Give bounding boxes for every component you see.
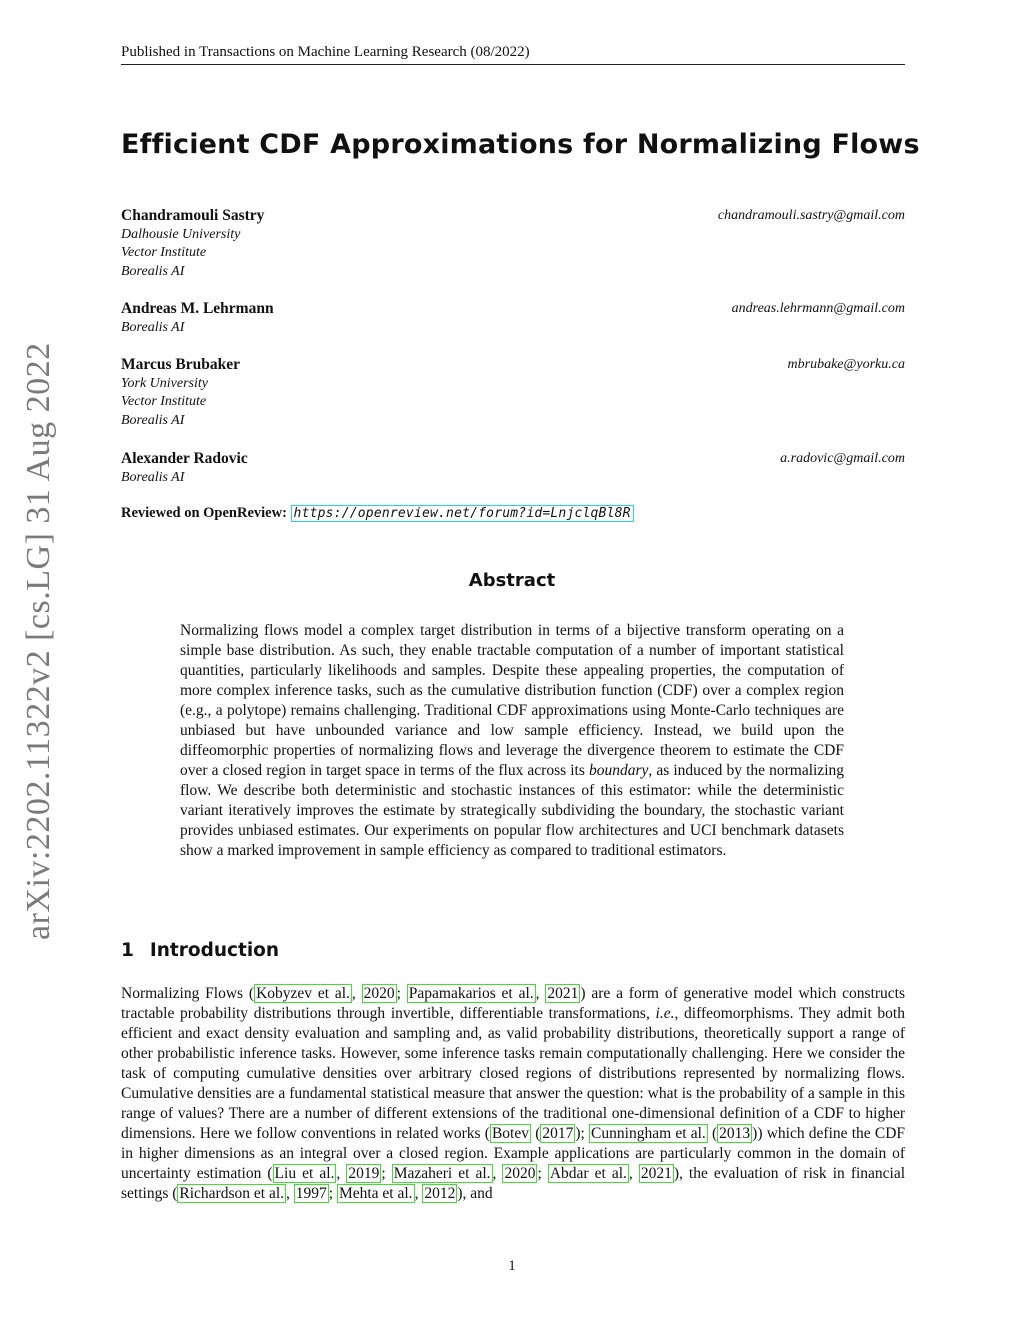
arxiv-stamp[interactable]: arXiv:2202.11322v2 [cs.LG] 31 Aug 2022 — [20, 342, 57, 940]
author-affiliation: Borealis AI — [121, 319, 185, 335]
citation-link[interactable]: Cunningham et al. — [591, 1125, 706, 1142]
author-affiliation: Borealis AI — [121, 263, 185, 279]
author-name: Marcus Brubaker — [121, 356, 240, 373]
text-run: )) which define the CDF in higher dimensions as an integral over a closed region. Example applications are particularly common in the domain of uncertainty estimation ( — [121, 1125, 906, 1182]
header-rule — [121, 64, 905, 65]
text-run: ; — [328, 1185, 337, 1202]
citation-link[interactable]: Kobyzev et al. — [256, 985, 350, 1002]
introduction-paragraph — [121, 984, 905, 1204]
citation-link[interactable]: Abdar et al. — [549, 1165, 627, 1182]
abstract-text-part: , as induced by the normalizing flow. We describe both deterministic and stochastic instances of this estimator: while the deterministic variant iteratively improves the estimate by strategically subdividing the boundary, the stochastic variant provides unbiased estimates. Our experiments on popular flow architectures and UCI benchmark datasets show a marked improvement in sample efficiency as compared to traditional estimators. — [180, 762, 844, 859]
citation-link[interactable]: 2017 — [542, 1125, 574, 1142]
author-affiliation: Vector Institute — [121, 245, 207, 260]
abstract-heading: Abstract — [468, 570, 556, 591]
author-email[interactable]: chandramouli.sastry@gmail.com — [717, 208, 905, 223]
author-affiliation: Borealis AI — [121, 412, 185, 428]
text-run: ; — [381, 1165, 392, 1182]
citation-link[interactable]: 2020 — [504, 1165, 536, 1182]
author-email[interactable]: andreas.lehrmann@gmail.com — [731, 301, 905, 316]
text-run: Normalizing Flows ( — [121, 985, 255, 1002]
author-affiliation: Dalhousie University — [121, 226, 241, 242]
citation-link[interactable]: Mehta et al. — [338, 1185, 413, 1202]
abstract-emphasis: boundary — [588, 762, 649, 779]
citation-link[interactable]: 2019 — [348, 1165, 380, 1182]
citation-link[interactable]: 2021 — [547, 985, 579, 1002]
citation-link[interactable]: 1997 — [295, 1185, 327, 1202]
text-run: , diffeomorphisms. They admit both efficient and exact density evaluation and sampling and, as valid probability distributions, theoretically support a range of other probabilistic inference tasks. However, some inference tasks remain computationally challenging. Here we consider the task of computing cumulative densities over arbitrary closed regions of distributions represented by normalizing flows. Cumulative densities are a fundamental statistical measure that answer the question: what is the probability of a sample in this range of values? There are a number of different extensions of the traditional one-dimensional definition of a CDF to higher dimensions. Here we follow conventions in related works ( — [121, 1005, 905, 1142]
citation-link[interactable]: 2021 — [640, 1165, 672, 1182]
citation-link[interactable]: Mazaheri et al. — [393, 1165, 491, 1182]
author-block-1 — [121, 207, 905, 281]
author-block-4 — [121, 450, 905, 487]
citation-link[interactable]: Papamakarios et al. — [408, 985, 534, 1002]
text-run: ; — [537, 1165, 548, 1182]
running-header: Published in Transactions on Machine Learning Research (08/2022) — [121, 44, 530, 60]
abstract-text-part: Normalizing flows model a complex target distribution in terms of a bijective transform operating on a simple base distribution. As such, they enable tractable computation of a number of important statistical quantities, particularly likelihoods and samples. Despite these appealing properties, the computation of more complex inference tasks, such as the cumulative distribution function (CDF) over a complex region (e.g., a polytope) remains challenging. Traditional CDF approximations using Monte-Carlo techniques are unbiased but have unbounded variance and low sample efficiency. Instead, we build upon the diffeomorphic properties of normalizing flows and leverage the divergence theorem to estimate the CDF over a closed region in target space in terms of the flux across its — [180, 622, 844, 779]
text-run: ); — [575, 1125, 590, 1142]
section-heading-introduction — [121, 940, 279, 961]
citation-link[interactable]: Richardson et al. — [179, 1185, 285, 1202]
section-title: Introduction — [149, 940, 280, 961]
text-run: , — [336, 1165, 347, 1182]
author-name: Alexander Radovic — [121, 450, 248, 467]
section-number: 1 — [121, 940, 134, 961]
openreview-line — [121, 505, 634, 522]
author-affiliation: York University — [121, 375, 208, 391]
author-email[interactable]: mbrubake@yorku.ca — [787, 357, 905, 372]
text-emphasis: i.e. — [655, 1005, 675, 1022]
citation-link[interactable]: Liu et al. — [274, 1165, 335, 1182]
text-run: ( — [530, 1125, 541, 1142]
citation-link[interactable]: Botev — [491, 1125, 529, 1142]
author-email[interactable]: a.radovic@gmail.com — [780, 451, 905, 466]
paper-title: Efficient CDF Approximations for Normalizing Flows — [121, 129, 920, 160]
text-run: , — [535, 985, 546, 1002]
author-affiliation: Borealis AI — [121, 469, 185, 485]
citation-link[interactable]: 2013 — [719, 1125, 751, 1142]
text-run: ( — [707, 1125, 718, 1142]
text-run: ; — [396, 985, 407, 1002]
author-block-2 — [121, 300, 905, 337]
citation-link[interactable]: 2020 — [363, 985, 395, 1002]
text-run: , — [414, 1185, 423, 1202]
text-run: , — [492, 1165, 503, 1182]
text-run: ), the evaluation of risk in financial settings ( — [121, 1165, 906, 1202]
author-name: Chandramouli Sastry — [121, 207, 265, 224]
text-run: , — [286, 1185, 294, 1202]
author-name: Andreas M. Lehrmann — [121, 300, 274, 317]
text-run: , — [628, 1165, 639, 1182]
text-run: ), and — [457, 1185, 493, 1202]
text-run: ) are a form of generative model which constructs tractable probability distributions through invertible, differentiable transformations, — [121, 985, 906, 1022]
citation-link[interactable]: 2012 — [424, 1185, 456, 1202]
abstract-text — [180, 621, 844, 861]
page-number: 1 — [508, 1258, 516, 1274]
openreview-link[interactable]: https://openreview.net/forum?id=LnjclqBl8R — [291, 505, 634, 522]
author-block-3 — [121, 356, 905, 430]
openreview-label: Reviewed on OpenReview: — [121, 505, 287, 521]
text-run: , — [351, 985, 362, 1002]
author-affiliation: Vector Institute — [121, 394, 207, 409]
